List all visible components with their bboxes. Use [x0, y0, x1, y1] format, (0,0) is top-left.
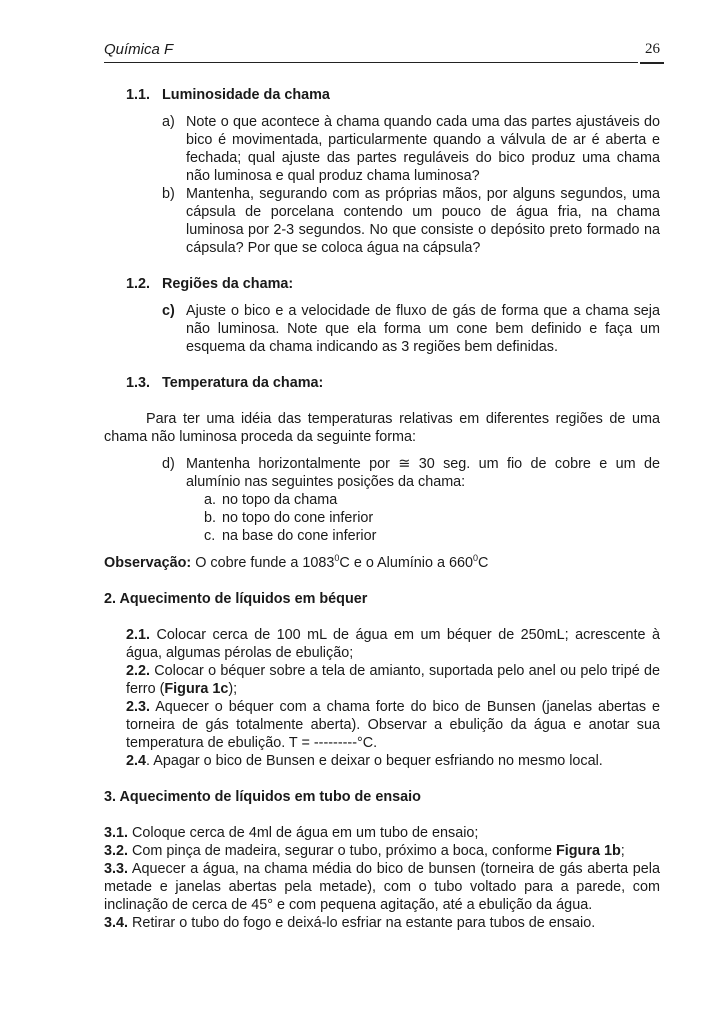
- section-title: Luminosidade da chama: [162, 87, 330, 103]
- section-1-2-heading: [126, 275, 660, 293]
- observation: Observação: O cobre funde a 1083$^0$C e o Alumínio a $660^0C$: [104, 553, 489, 571]
- section-number: 1.2.: [126, 276, 151, 292]
- option-item: b. no topo do cone inferior: [204, 510, 374, 526]
- list-item: [162, 185, 660, 257]
- paragraph: 3.2. Com pinça de madeira, segurar o tubo, próximo a boca, conforme Figura 1b;: [104, 843, 625, 859]
- list-item: [162, 302, 660, 356]
- item-label: d): [162, 456, 175, 472]
- section-1-3-heading: [126, 374, 660, 392]
- paragraph: 3.1. Coloque cerca de 4ml de água em um tubo de ensaio;: [104, 825, 479, 841]
- paragraph: 3.4. Retirar o tubo do fogo e deixá-lo esfriar na estante para tubos de ensaio.: [104, 915, 596, 931]
- section-2-heading: 2. Aquecimento de líquidos em béquer: [104, 591, 368, 607]
- item-label: c): [162, 303, 175, 319]
- item-text: Mantenha, segurando com as próprias mãos, por alguns segundos, uma cápsula de porcelana contendo um pouco de água fria, na chama luminosa por 2-3 segundos. No que consiste o depósito preto formado na cápsula? Por que se coloca água na cápsula?: [186, 186, 660, 256]
- paragraph: 3.3. Aquecer a água, na chama média do bico de bunsen (torneira de gás aberta pela metade e janelas abertas pela metade), com o tubo voltado para a parede, com inclinação de cerca de 45° e com pequena agitação, até a ebulição da água.: [104, 861, 660, 913]
- paragraph: 2.4. Apagar o bico de Bunsen e deixar o bequer esfriando no mesmo local.: [126, 753, 603, 769]
- header-rule-thick: [640, 62, 664, 64]
- item-label: a): [162, 114, 175, 130]
- option-item: a. no topo da chama: [204, 492, 338, 508]
- section-2-body: [126, 626, 660, 770]
- item-text: Ajuste o bico e a velocidade de fluxo de gás de forma que a chama seja não luminosa. Note que ela forma um cone bem definido e faça um esquema da chama indicando as 3 regiões bem definidas.: [186, 303, 660, 355]
- list-item: [162, 455, 660, 491]
- section-3-heading: 3. Aquecimento de líquidos em tubo de ensaio: [104, 789, 421, 805]
- item-text: Note o que acontece à chama quando cada uma das partes ajustáveis do bico é movimentada, particularmente quando a válvula de ar é aberta e fechada; qual ajuste das partes reguláveis do bico produz uma chama não luminosa e qual produz chama luminosa?: [186, 114, 660, 184]
- section-title: Regiões da chama:: [162, 276, 294, 292]
- section-number: 1.3.: [126, 375, 151, 391]
- paragraph: 2.2. Colocar o béquer sobre a tela de amianto, suportada pelo anel ou pelo tripé de ferro (Figura 1c);: [126, 663, 661, 697]
- header-title: Química F: [104, 41, 174, 58]
- page-content: [104, 86, 660, 932]
- section-title: Temperatura da chama:: [162, 375, 324, 391]
- option-item: c. na base do cone inferior: [204, 528, 377, 544]
- page-number: 26: [645, 41, 660, 57]
- page-header: [104, 41, 664, 63]
- list-item: [162, 113, 660, 185]
- section-intro: Para ter uma idéia das temperaturas relativas em diferentes regiões de uma chama não luminosa proceda da seguinte forma:: [104, 411, 660, 445]
- section-3-body: [104, 824, 660, 932]
- section-1-1-heading: [126, 86, 660, 104]
- paragraph: 2.3. Aquecer o béquer com a chama forte do bico de Bunsen (janelas abertas e torneira de gás totalmente aberta). Observar a ebulição da água e anotar sua temperatura de ebulição. T = ---------°C.: [126, 699, 660, 751]
- item-label: b): [162, 186, 175, 202]
- paragraph: 2.1. Colocar cerca de 100 mL de água em um béquer de 250mL; acrescente à água, algumas pérolas de ebulição;: [126, 627, 660, 661]
- header-rule: [104, 62, 638, 63]
- section-number: 1.1.: [126, 87, 151, 103]
- item-text: Mantenha horizontalmente por ≅ 30 seg. um fio de cobre e um de alumínio nas seguintes posições da chama:: [186, 456, 660, 490]
- observation-label: Observação:: [104, 555, 192, 571]
